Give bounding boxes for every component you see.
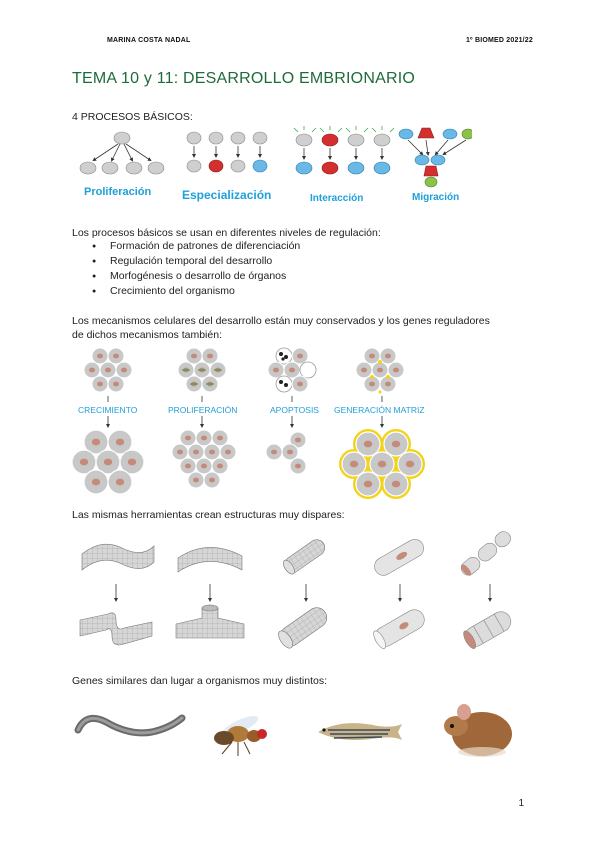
organisms-figure	[72, 692, 532, 768]
worm-image	[78, 718, 182, 733]
cell-tube-structure	[371, 536, 428, 650]
tube-structure	[276, 537, 331, 651]
page-number: 1	[518, 798, 524, 809]
proliferation-cells-diagram	[172, 348, 236, 488]
list-item: ● Morfogénesis o desarrollo de órganos	[92, 269, 300, 284]
cell-mechanisms-figure	[72, 346, 452, 502]
tissue-structures-figure	[72, 528, 532, 656]
proliferation-diagram	[80, 132, 164, 174]
page-title: TEMA 10 y 11: DESARROLLO EMBRIONARIO	[72, 70, 415, 87]
section3-text-line1: Los mecanismos celulares del desarrollo están muy conservados y los genes reguladores	[72, 315, 490, 327]
label-proliferacion: Proliferación	[84, 186, 152, 198]
list-item: ● Crecimiento del organismo	[92, 284, 300, 299]
regulation-bullet-list	[92, 239, 300, 299]
list-item: ● Formación de patrones de diferenciación	[92, 239, 300, 254]
label-generacion-matriz: GENERACIÓN MATRIZ	[334, 405, 425, 415]
mouse-image	[444, 704, 512, 757]
specialization-diagram	[187, 132, 267, 172]
section2-intro: Los procesos básicos se usan en diferentes niveles de regulación:	[72, 227, 381, 239]
list-item: ● Regulación temporal del desarrollo	[92, 254, 300, 269]
section3-text-line2: de dichos mecanismos también:	[72, 329, 222, 341]
section5-text: Genes similares dan lugar a organismos muy distintos:	[72, 675, 328, 687]
section4-text: Las mismas herramientas crean estructuras muy dispares:	[72, 509, 345, 521]
spiral-structure	[458, 529, 514, 651]
folding-sheet-structure	[80, 544, 154, 645]
fly-image	[214, 712, 267, 756]
label-migracion: Migración	[412, 192, 460, 203]
zebrafish-image	[318, 723, 402, 740]
label-interaccion: Interacción	[310, 193, 364, 204]
migration-diagram	[399, 128, 472, 187]
basic-processes-figure	[72, 124, 472, 210]
header-author: MARINA COSTA NADAL	[107, 37, 191, 44]
invagination-structure	[176, 547, 244, 638]
label-especializacion: Especialización	[182, 188, 272, 202]
label-proliferacion-cells: PROLIFERACIÓN	[168, 405, 238, 415]
interaction-diagram	[294, 126, 394, 174]
label-apoptosis: APOPTOSIS	[270, 405, 319, 415]
growth-diagram	[72, 348, 144, 494]
matrix-generation-diagram	[339, 348, 425, 499]
label-crecimiento: CRECIMIENTO	[78, 405, 138, 415]
header-course: 1º BIOMED 2021/22	[465, 37, 533, 44]
section1-heading: 4 PROCESOS BÁSICOS:	[72, 111, 193, 123]
